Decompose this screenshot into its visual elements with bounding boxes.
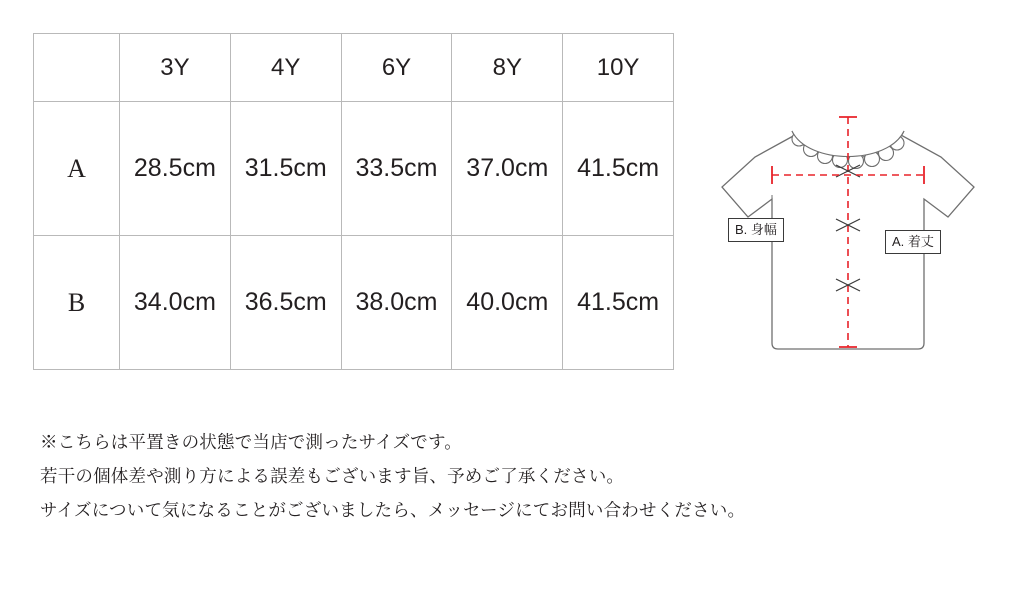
notes-block (40, 425, 840, 527)
column-header-4y: 4Y (230, 34, 341, 102)
note-line-3: サイズについて気になることがございましたら、メッセージにてお問い合わせください。 (40, 500, 746, 521)
cell-a-8y: 37.0cm (452, 102, 563, 236)
row-header-a: A (34, 102, 120, 236)
column-header-6y: 6Y (341, 34, 452, 102)
size-table (33, 33, 674, 370)
cell-b-6y: 38.0cm (341, 236, 452, 370)
label-length: A. 着丈 (885, 230, 941, 254)
cell-b-8y: 40.0cm (452, 236, 563, 370)
label-width: B. 身幅 (728, 218, 784, 242)
cell-b-10y: 41.5cm (563, 236, 674, 370)
table-header-row (34, 34, 674, 102)
garment-diagram (700, 95, 1010, 365)
cell-b-3y: 34.0cm (120, 236, 231, 370)
row-header-b: B (34, 236, 120, 370)
table-row (34, 236, 674, 370)
note-line-1: ※こちらは平置きの状態で当店で測ったサイズです。 (40, 432, 462, 452)
note-line-2: 若干の個体差や測り方による誤差もございます旨、予めご了承ください。 (40, 466, 625, 487)
column-header-8y: 8Y (452, 34, 563, 102)
cell-a-10y: 41.5cm (563, 102, 674, 236)
column-header-3y: 3Y (120, 34, 231, 102)
column-header-10y: 10Y (563, 34, 674, 102)
cell-a-3y: 28.5cm (120, 102, 231, 236)
table-row (34, 102, 674, 236)
table-corner-cell (34, 34, 120, 102)
cell-a-6y: 33.5cm (341, 102, 452, 236)
cell-b-4y: 36.5cm (230, 236, 341, 370)
cell-a-4y: 31.5cm (230, 102, 341, 236)
